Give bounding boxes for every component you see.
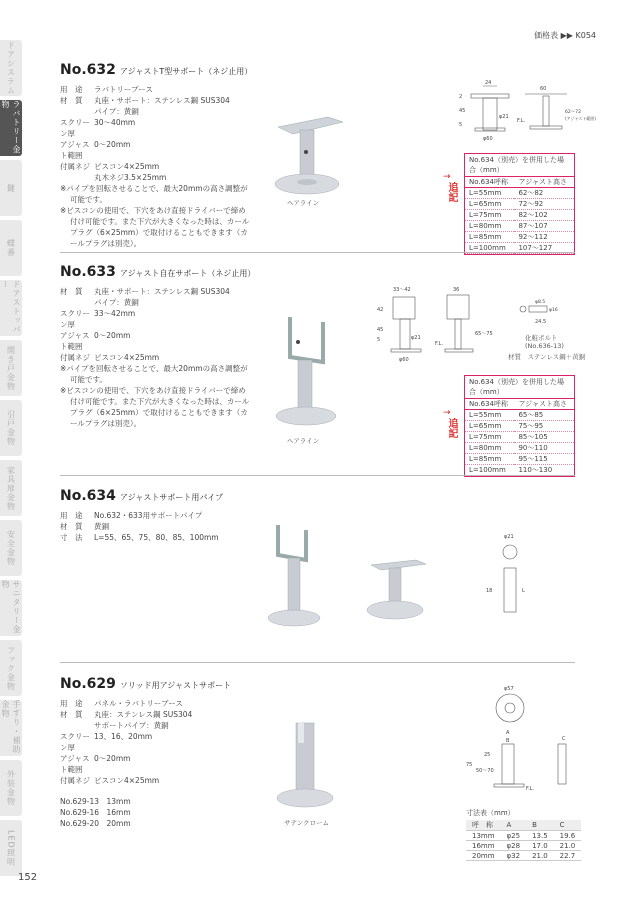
svg-text:F.L.: F.L. <box>435 341 444 347</box>
svg-text:62〜72: 62〜72 <box>565 110 581 115</box>
table-row: L=100mm 107〜127 <box>465 243 574 254</box>
side-tab[interactable]: LED照明 <box>0 820 22 876</box>
svg-text:5: 5 <box>377 337 381 343</box>
table-head: No.634呼称 アジャスト高さ <box>465 399 574 410</box>
spec-row: アジャスト範囲 0〜20mm <box>60 331 131 351</box>
side-tabs <box>0 40 22 880</box>
side-tab[interactable]: ドアストッパー <box>1 280 21 334</box>
product-name: アジャスト自在サポート（ネジ止用） <box>119 269 256 278</box>
table-row: L=65mm 72〜92 <box>465 199 574 210</box>
side-tab[interactable]: 鍵 <box>0 160 22 216</box>
svg-text:36: 36 <box>453 287 460 293</box>
table-title: 寸法表（mm） <box>466 809 515 817</box>
product-number: No.633 <box>60 264 116 280</box>
svg-text:A: A <box>506 730 510 736</box>
spec-row: 材 質 黄銅 <box>60 522 109 531</box>
note: ※ビスコンの使用で、下穴をあけ直接ドライバーで締め付け可能です。また下穴が大きくなった時は、カールプラグ（6×25mm）で取付けることもできます（カールプラグは別売）。 <box>60 206 250 248</box>
spec-row: 付属ネジ ビスコン4×25mm <box>60 776 160 785</box>
side-tab[interactable]: 安全金物 <box>0 520 22 576</box>
finish-caption: ヘアライン <box>287 199 320 207</box>
product-title <box>60 488 575 504</box>
variant-item: No.629-16 16mm <box>60 808 131 817</box>
product-image-632 <box>268 112 348 202</box>
table-head: No.634呼称 アジャスト高さ <box>465 177 574 188</box>
side-tab-active[interactable]: ラバトリー金物 <box>1 100 21 154</box>
product-image-629 <box>272 718 342 818</box>
spec-row: 用 途 No.632・633用サポートパイプ <box>60 511 203 520</box>
table-row: L=75mm 82〜102 <box>465 210 574 221</box>
product-name: アジャストサポート用パイプ <box>119 493 224 502</box>
spec-row: 用 途 ラバトリーブース <box>60 85 153 94</box>
svg-text:F.L.: F.L. <box>517 118 526 124</box>
spec-row: 付属ネジ ビスコン4×25mm <box>60 353 160 362</box>
product-image-633 <box>268 312 348 432</box>
product-name: アジャストT型サポート（ネジ止用） <box>119 67 253 76</box>
spec-row: 用 途 パネル・ラバトリーブース <box>60 699 183 708</box>
table-row: L=75mm 85〜105 <box>465 432 574 443</box>
svg-text:L: L <box>522 588 525 594</box>
svg-text:φ21: φ21 <box>499 114 509 120</box>
svg-text:(アジャスト範囲): (アジャスト範囲) <box>565 116 596 121</box>
side-tab[interactable]: 蝶番 <box>0 220 22 276</box>
drawing-629 <box>462 682 582 800</box>
spec-row: サポートパイプ：黄銅 <box>94 721 169 730</box>
svg-text:42: 42 <box>377 307 384 313</box>
svg-text:50〜70: 50〜70 <box>476 768 494 774</box>
svg-text:5: 5 <box>459 122 463 128</box>
table-row: L=80mm 87〜107 <box>465 221 574 232</box>
combo-table-632 <box>464 153 575 255</box>
side-tab[interactable]: ドアシステム <box>0 40 22 96</box>
add-label: 追記 <box>446 418 457 438</box>
product-number: No.629 <box>60 676 116 692</box>
material-label: 材質 ステンレス鋼＋黄銅 <box>508 353 586 361</box>
finish-caption: ヘアライン <box>287 437 320 445</box>
table-row: L=85mm 92〜112 <box>465 232 574 243</box>
svg-text:45: 45 <box>459 108 466 114</box>
arrow-icon: → <box>443 408 451 418</box>
bolt-number: (No.636-13) <box>525 342 564 350</box>
table-row: L=55mm 62〜82 <box>465 188 574 199</box>
product-number: No.634 <box>60 488 116 504</box>
spec-row: スクリーン厚 33〜42mm <box>60 309 136 329</box>
svg-text:B: B <box>506 738 510 744</box>
side-tab[interactable]: サニタリー金物 <box>1 580 21 634</box>
spec-row: スクリーン厚 13、16、20mm <box>60 732 153 752</box>
spec-row: 材 質 丸座・サポート：ステンレス鋼 SUS304 <box>60 287 230 296</box>
product-number: No.632 <box>60 62 116 78</box>
svg-text:φ8.5: φ8.5 <box>535 300 546 305</box>
table-row: L=65mm 75〜95 <box>465 421 574 432</box>
finish-caption: サテンクローム <box>284 819 330 827</box>
svg-text:F.L.: F.L. <box>526 786 535 792</box>
combo-table-633 <box>464 375 575 477</box>
svg-text:φ16: φ16 <box>549 308 558 313</box>
dim-label: 24 <box>485 80 492 86</box>
svg-text:φ60: φ60 <box>483 136 493 142</box>
price-reference: 価格表 ▶▶ K054 <box>534 31 596 40</box>
section-divider <box>60 252 575 253</box>
table-row: 13mm φ25 13.5 19.6 <box>466 831 581 841</box>
table-row: L=85mm 95〜115 <box>465 454 574 465</box>
svg-text:65〜75: 65〜75 <box>475 331 493 337</box>
table-row: L=55mm 65〜85 <box>465 410 574 421</box>
spec-row: パイプ：黄銅 <box>94 298 139 307</box>
bolt-label: 化粧ボルト <box>525 334 558 342</box>
spec-row: スクリーン厚 30〜40mm <box>60 118 136 138</box>
arrow-icon: → <box>443 172 451 182</box>
svg-text:18: 18 <box>486 588 493 594</box>
svg-text:2: 2 <box>459 94 463 100</box>
variant-item: No.629-13 13mm <box>60 797 131 806</box>
svg-text:φ60: φ60 <box>399 357 409 363</box>
table-title: No.634（別売）を併用した場合（mm） <box>465 154 574 177</box>
svg-text:φ57: φ57 <box>504 686 514 692</box>
side-tab[interactable]: 引戸金物 <box>0 400 22 456</box>
product-image-634 <box>266 520 441 635</box>
note: ※パイプを回転させることで、最大20mmの高さ調整が可能です。 <box>60 364 248 384</box>
side-tab[interactable]: 開き戸金物 <box>0 340 22 396</box>
svg-text:24.5: 24.5 <box>535 319 547 325</box>
table-row: L=100mm 110〜130 <box>465 465 574 476</box>
note: ※パイプを回転させることで、最大20mmの高さ調整が可能です。 <box>60 184 248 204</box>
spec-row: 材 質 丸座：ステンレス鋼 SUS304 <box>60 710 193 719</box>
variant-item: No.629-20 20mm <box>60 819 131 828</box>
drawing-634 <box>480 530 540 620</box>
table-head: 呼 称 A B C <box>466 820 581 831</box>
spec-row: パイプ：黄銅 <box>94 107 139 116</box>
side-tab[interactable]: 手すり・補助金物 <box>1 700 21 754</box>
svg-text:φ21: φ21 <box>411 335 421 341</box>
spec-row: 材 質 丸座・サポート：ステンレス鋼 SUS304 <box>60 96 230 105</box>
side-tab[interactable]: 家具扉金物 <box>0 460 22 516</box>
spec-row: アジャスト範囲 0〜20mm <box>60 140 131 160</box>
svg-text:45: 45 <box>377 327 384 333</box>
side-tab[interactable]: 外装金物 <box>0 760 22 816</box>
svg-text:25: 25 <box>484 752 491 758</box>
spec-row: 付属ネジ ビスコン4×25mm <box>60 162 160 171</box>
product-name: ソリッド用アジャストサポート <box>119 681 232 690</box>
table-row: L=80mm 90〜110 <box>465 443 574 454</box>
dimension-table-629 <box>466 808 581 861</box>
section-divider <box>60 475 575 476</box>
svg-text:C: C <box>562 736 566 742</box>
product-title <box>60 62 575 78</box>
add-label: 追記 <box>446 182 457 202</box>
svg-text:φ21: φ21 <box>504 534 514 540</box>
svg-text:75: 75 <box>466 762 473 768</box>
product-title <box>60 264 575 280</box>
table-row: 20mm φ32 21.0 22.7 <box>466 851 581 861</box>
table-row: 16mm φ28 17.0 21.0 <box>466 841 581 851</box>
spec-row: 寸 法 L=55、65、75、80、85、100mm <box>60 533 219 542</box>
svg-text:60: 60 <box>540 86 547 92</box>
drawing-632 <box>455 78 596 146</box>
note: ※ビスコンの使用で、下穴をあけ直接ドライバーで締め付け可能です。また下穴が大きくなった時は、カールプラグ（6×25mm）で取付けることもできます（カールプラグは別売）。 <box>60 386 250 428</box>
spec-row: アジャスト範囲 0〜20mm <box>60 754 131 774</box>
page-number: 152 <box>18 872 38 883</box>
spec-row: 丸木ネジ3.5×25mm <box>94 173 167 182</box>
table-title: No.634（別売）を併用した場合（mm） <box>465 376 574 399</box>
svg-text:33〜42: 33〜42 <box>393 287 411 293</box>
side-tab[interactable]: フック金物 <box>0 640 22 696</box>
section-divider <box>60 662 575 663</box>
